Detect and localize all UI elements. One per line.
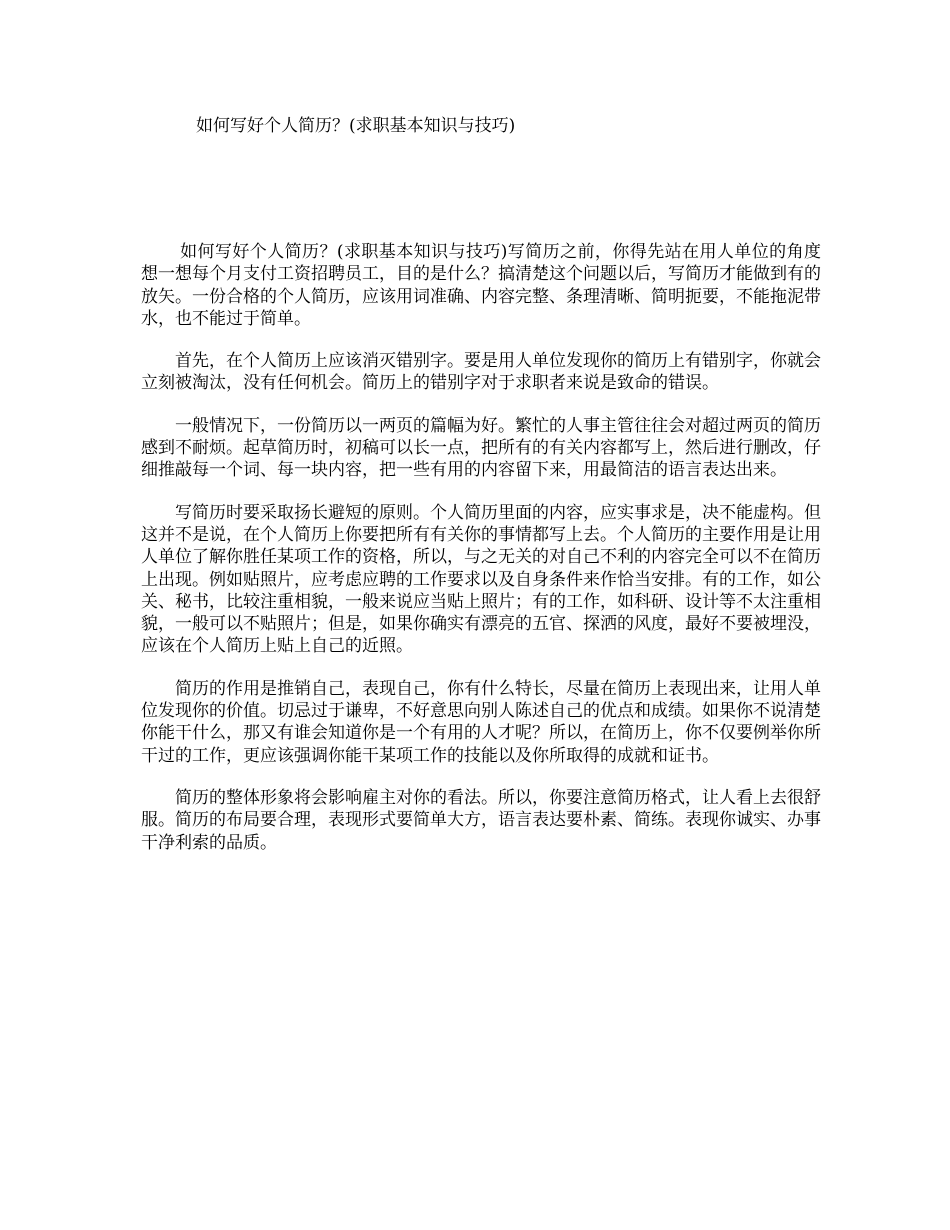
paragraph-length: 一般情况下，一份简历以一两页的篇幅为好。繁忙的人事主管往往会对超过两页的简历感到不耐烦。起草简历时，初稿可以长一点，把所有的有关内容都写上，然后进行删改，仔细推敲每一个词、每一块内容，把一些有用的内容留下来，用最简洁的语言表达出来。 <box>141 415 821 481</box>
paragraph-strengths: 写简历时要采取扬长避短的原则。个人简历里面的内容，应实事求是，决不能虚构。但这并不是说，在个人简历上你要把所有有关你的事情都写上去。个人简历的主要作用是让用人单位了解你胜任某项工作的资格，所以，与之无关的对自己不利的内容完全可以不在简历上出现。例如贴照片，应考虑应聘的工作要求以及自身条件来作恰当安排。有的工作，如公关、秘书，比较注重相貌，一般来说应当贴上照片；有的工作，如科研、设计等不太注重相貌，一般可以不贴照片；但是，如果你确实有漂亮的五官、探洒的风度，最好不要被埋没，应该在个人简历上贴上自己的近照。 <box>141 502 821 657</box>
document-body <box>141 241 821 874</box>
paragraph-overall-image: 简历的整体形象将会影响雇主对你的看法。所以，你要注意简历格式，让人看上去很舒服。简历的布局要合理，表现形式要简单大方，语言表达要朴素、简练。表现你诚实、办事干净利索的品质。 <box>141 787 821 853</box>
paragraph-self-promotion: 简历的作用是推销自己，表现自己，你有什么特长，尽量在简历上表现出来，让用人单位发现你的价值。切忌过于谦卑，不好意思向别人陈述自己的优点和成绩。如果你不说清楚你能干什么，那又有谁会知道你是一个有用的人才呢？所以，在简历上，你不仅要例举你所干过的工作，更应该强调你能干某项工作的技能以及你所取得的成就和证书。 <box>141 678 821 766</box>
paragraph-typos: 首先，在个人简历上应该消灭错别字。要是用人单位发现你的简历上有错别字，你就会立刻被淘汰，没有任何机会。简历上的错别字对于求职者来说是致命的错误。 <box>141 351 821 394</box>
document-title: 如何写好个人简历？(求职基本知识与技巧) <box>196 116 516 136</box>
paragraph-intro: 如何写好个人简历？(求职基本知识与技巧)写简历之前，你得先站在用人单位的角度想一想每个月支付工资招聘员工，目的是什么？搞清楚这个问题以后，写简历才能做到有的放矢。一份合格的个人简历，应该用词准确、内容完整、条理清晰、简明扼要，不能拖泥带水，也不能过于简单。 <box>141 242 821 329</box>
